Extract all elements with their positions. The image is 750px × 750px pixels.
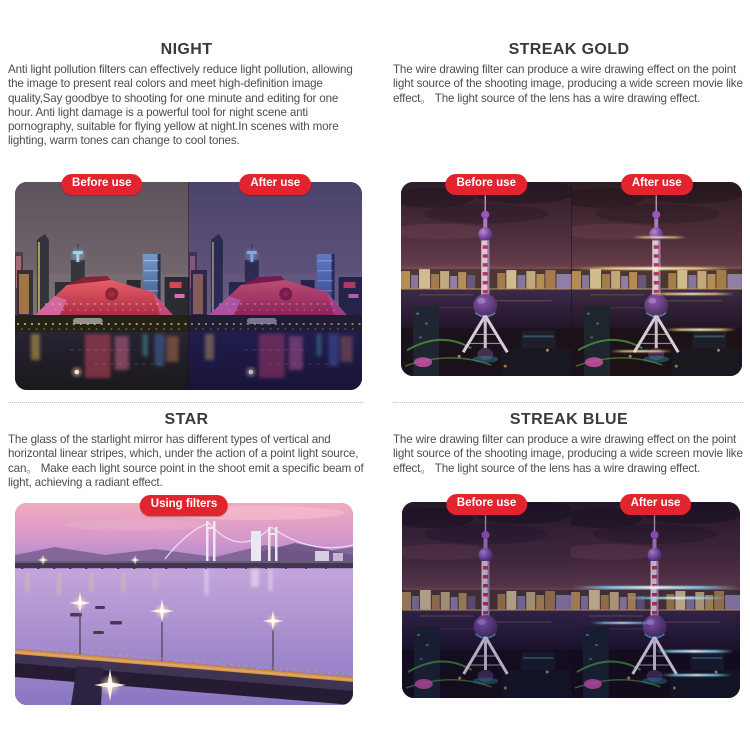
night-after-photo	[189, 182, 363, 390]
section-streak-blue	[393, 410, 745, 476]
night-before-photo	[15, 182, 189, 390]
night-comparison	[15, 177, 362, 390]
streak-blue-photo-pair	[402, 502, 740, 698]
section-star	[8, 410, 365, 490]
right-column	[393, 40, 745, 750]
section-night	[8, 40, 365, 149]
star-title: STAR	[164, 411, 209, 428]
streak-blue-comparison	[402, 497, 740, 698]
streak-gold-title: STREAK GOLD	[508, 41, 630, 58]
streak-blue-after-badge: After use	[620, 494, 692, 515]
night-before-badge: Before use	[61, 174, 142, 195]
streak-gold-body: The wire drawing filter can produce a wire drawing effect on the point light source of the shooting image, producing a wide screen movie like effect。 The light source of the lens has a wire drawing effect.	[393, 63, 743, 105]
streak-blue-after-photo	[571, 502, 740, 698]
streak-blue-before-photo	[402, 502, 571, 698]
section-streak-gold	[393, 40, 745, 106]
night-title: NIGHT	[160, 41, 213, 58]
streak-gold-photo-pair	[401, 182, 742, 376]
streak-blue-body: The wire drawing filter can produce a wire drawing effect on the point light source of the shooting image, producing a wide screen movie like effect。 The light source of the lens has a wire drawing effect.	[393, 433, 743, 475]
streak-gold-before-photo	[401, 182, 572, 376]
star-filter-photo	[15, 503, 353, 705]
right-dotted-divider	[393, 402, 743, 403]
streak-blue-before-badge: Before use	[446, 494, 527, 515]
left-dotted-divider	[8, 402, 363, 403]
star-comparison	[15, 498, 353, 705]
streak-gold-before-badge: Before use	[446, 174, 527, 195]
night-photo-pair	[15, 182, 362, 390]
night-after-badge: After use	[239, 174, 311, 195]
left-column	[8, 40, 365, 750]
star-photo	[15, 503, 353, 705]
streak-gold-after-badge: After use	[621, 174, 693, 195]
streak-blue-title: STREAK BLUE	[509, 411, 629, 428]
star-using-filters-badge: Using filters	[140, 495, 228, 516]
night-body: Anti light pollution filters can effectively reduce light pollution, allowing the image to present real colors and meet high-definition image quality,Say goodbye to shooting for one minute and editing for one hour. Anti light damage is a powerful tool for night scene anti pornography, suitable for flying yellow at night.In scenes with more lighting, warm tones can change to cool tones.	[8, 63, 353, 148]
streak-gold-after-photo	[572, 182, 743, 376]
star-body: The glass of the starlight mirror has different types of vertical and horizontal linear stripes, which, under the action of a point light source, can。 Make each light source point in the shoot emit a specific beam of light, achieving a radiant effect.	[8, 433, 364, 489]
streak-gold-comparison	[401, 177, 742, 376]
